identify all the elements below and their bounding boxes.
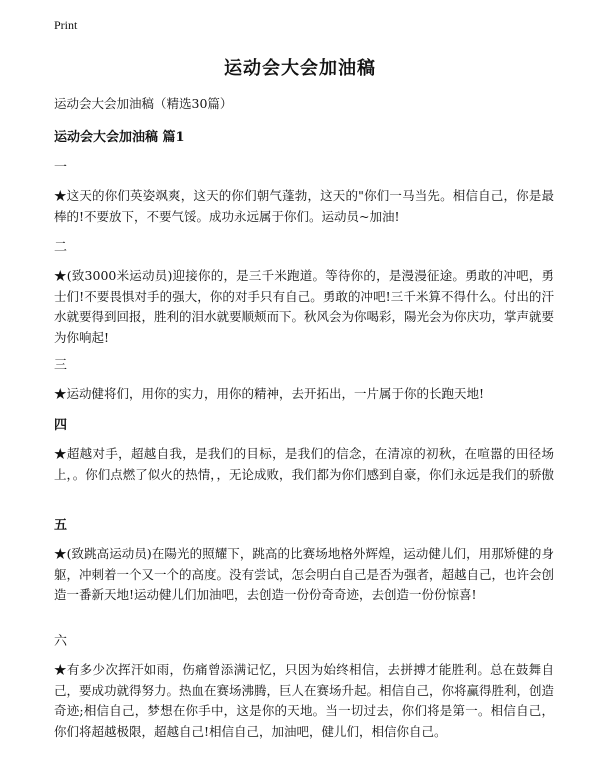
section-paragraph-5: ★(致跳高运动员)在陽光的照耀下，跳高的比赛场地格外辉煌，运动健儿们，用那矫健的身躯，冲刺着一个又一个的高度。没有尝试，怎会明白自己是否为强者，超越自己，也许会创造一番新天地!运动健儿们加油吧，去创造一份份奇奇迹，去创造一份份惊喜! [54,546,555,602]
section-paragraph-6: ★有多少次挥汗如雨，伤痛曾添满记忆，只因为始终相信，去拼搏才能胜利。总在鼓舞自己，要成功就得努力。热血在赛场沸腾，巨人在赛场升起。相信自己，你将赢得胜利，创造奇迹;相信自己，梦想在你手中，这是你的天地。当一切过去，你们将是第一。相信自己，你们将超越极限，超越自己!相信自己，加油吧，健儿们，相信你自己。 [54,662,555,739]
section-number-1: 一 [54,160,68,175]
page-title: 运动会大会加油稿 [224,58,376,79]
print-label: Print [54,18,78,32]
section-number-3: 三 [54,358,68,373]
section-paragraph-1: ★这天的你们英姿飒爽，这天的你们朝气蓬勃，这天的"你们一马当先。相信自己，你是最棒的!不要放下，不要气馁。成功永远属于你们。运动员~加油! [54,188,554,224]
document-subtitle: 运动会大会加油稿（精选30篇） [54,96,233,111]
section-number-6: 六 [54,634,68,649]
section-number-5: 五 [54,518,68,533]
section-number-2: 二 [54,240,68,255]
section-paragraph-3: ★运动健将们，用你的实力，用你的精神，去开拓出，一片属于你的长跑天地! [54,386,485,401]
section-number-4: 四 [54,418,68,433]
section-paragraph-4: ★超越对手，超越自我，是我们的目标，是我们的信念，在清凉的初秋，在喧嚣的田径场上，。你们点燃了似火的热情，，无论成败，我们都为你们感到自豪，你们永远是我们的骄傲 [54,446,555,482]
section-heading: 运动会大会加油稿 篇1 [54,130,185,145]
section-paragraph-2: ★(致3000米运动员)迎接你的，是三千米跑道。等待你的，是漫漫征途。勇敢的冲吧，勇士们!不要畏惧对手的强大，你的对手只有自己。勇敢的冲吧!三千米算不得什么。付出的汗水就要得到回报，胜利的泪水就要顺颊而下。秋风会为你喝彩，陽光会为你庆功，掌声就要为你响起! [54,268,555,345]
